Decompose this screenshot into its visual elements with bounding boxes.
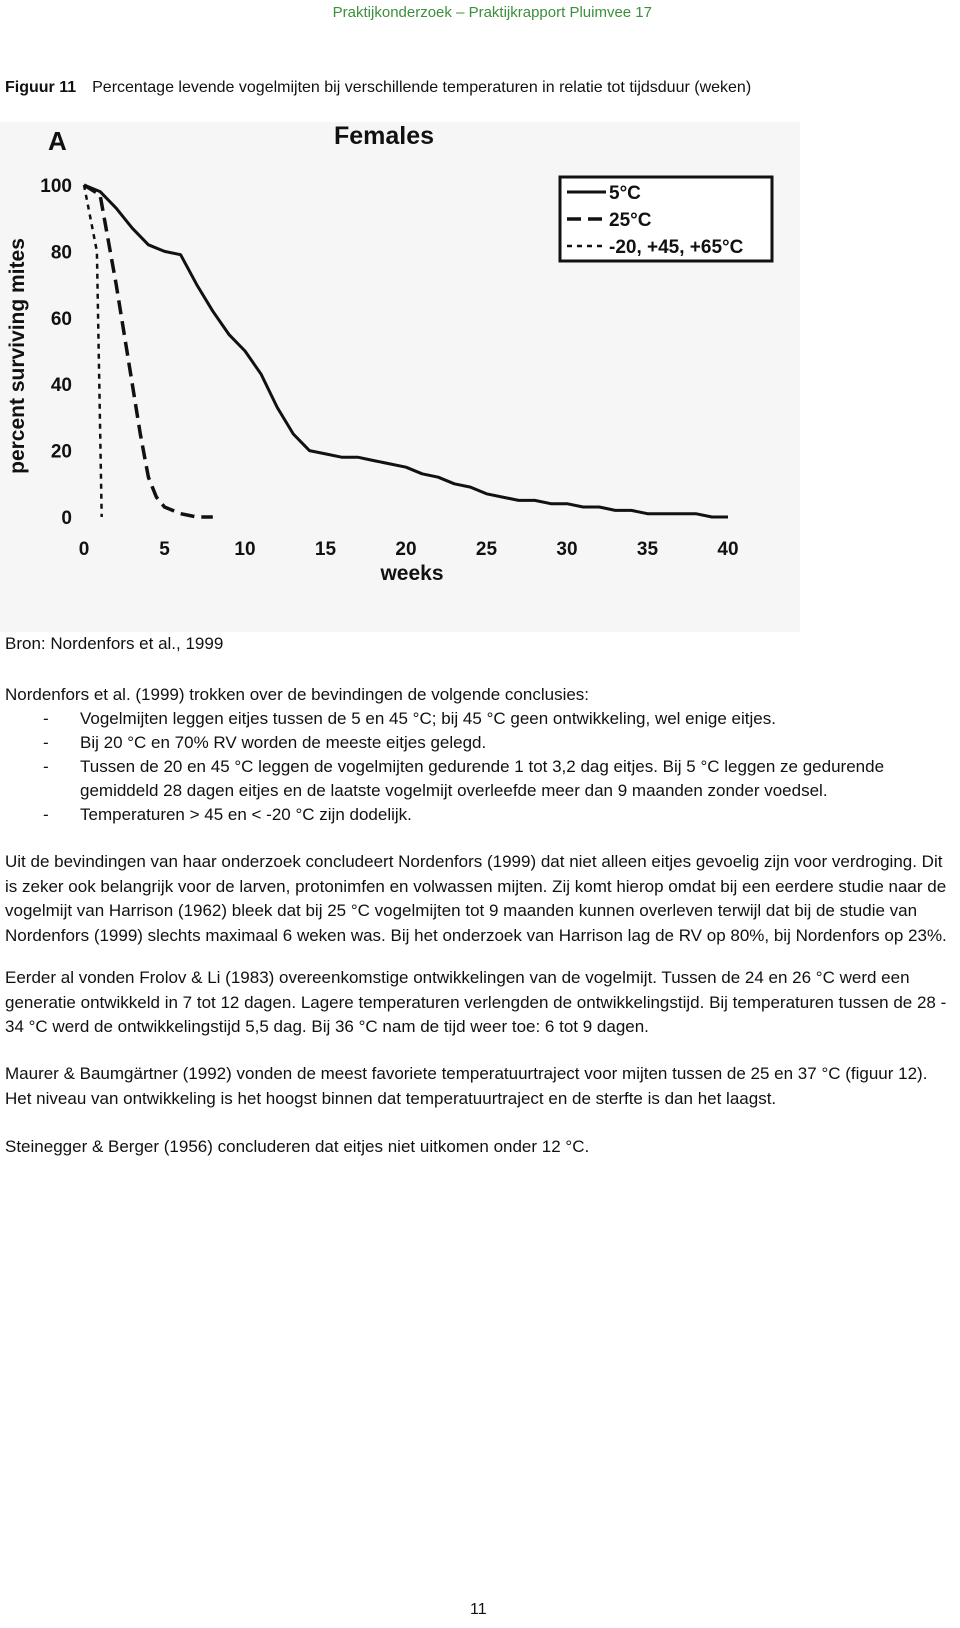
x-tick-label: 35 <box>636 539 659 560</box>
list-item-text: Bij 20 °C en 70% RV worden de meeste eitjes gelegd. <box>80 733 487 752</box>
x-tick-label: 25 <box>475 539 498 560</box>
list-dash: - <box>43 709 49 728</box>
y-tick-label: 40 <box>50 375 72 397</box>
conclusions-list <box>5 707 955 827</box>
x-tick-label: 20 <box>395 539 417 560</box>
list-item <box>5 731 955 755</box>
figure-source: Bron: Nordenfors et al., 1999 <box>5 634 224 653</box>
intro-sentence: Nordenfors et al. (1999) trokken over de bevindingen de volgende conclusies: <box>5 685 590 704</box>
chart-svg <box>0 122 800 632</box>
y-axis-label: percent surviving mites <box>6 238 29 474</box>
x-tick-label: 40 <box>717 539 739 560</box>
list-item <box>5 707 955 731</box>
paragraph-maurer: Maurer & Baumgärtner (1992) vonden de meest favoriete temperatuurtraject voor mijten tussen de 25 en 37 °C (figuur 12). Het niveau van ontwikkeling is het hoogst binnen dat temperatuurtraject en de sterfte is dan het laagst. <box>5 1064 928 1108</box>
paragraph-nordenfors: Uit de bevindingen van haar onderzoek concludeert Nordenfors (1999) dat niet alleen eitjes gevoelig zijn voor verdroging. Dit is zeker ook belangrijk voor de larven, protonimfen en volwassen mijten. Zij komt hierop omdat bij een eerdere studie naar de vogelmijt van Harrison (1962) bleek dat bij 25 °C vogelmijten tot 9 maanden kunnen overleven terwijl dat bij de studie van Nordenfors (1999) slechts maximaal 6 weken was. Bij het onderzoek van Harrison lag de RV op 80%, bij Nordenfors op 23%. <box>5 852 947 945</box>
page-number: 11 <box>470 1601 487 1618</box>
x-tick-label: 5 <box>159 539 170 560</box>
figure-label: Figuur 11 <box>5 79 77 96</box>
y-tick-label: 0 <box>61 508 72 529</box>
y-tick-label: 20 <box>50 441 72 463</box>
legend <box>560 177 772 261</box>
paragraph-steinegger: Steinegger & Berger (1956) concluderen dat eitjes niet uitkomen onder 12 °C. <box>5 1137 590 1156</box>
list-item-text: Tussen de 20 en 45 °C leggen de vogelmijten gedurende 1 tot 3,2 dag eitjes. Bij 5 °C leggen ze gedurende gemiddeld 28 dagen eitjes en de laatste vogelmijt overleefde meer dan 9 maanden zonder voedsel. <box>80 757 885 800</box>
list-item-text: Temperaturen > 45 en < -20 °C zijn dodelijk. <box>80 805 412 824</box>
x-axis-label: weeks <box>380 562 444 585</box>
legend-label: 5°C <box>609 183 641 204</box>
legend-label: -20, +45, +65°C <box>609 237 744 258</box>
chart-title: Females <box>333 122 435 150</box>
paragraph-frolov: Eerder al vonden Frolov & Li (1983) overeenkomstige ontwikkelingen van de vogelmijt. Tussen de 24 en 26 °C werd een generatie ontwikkeld in 7 tot 12 dagen. Lagere temperaturen verlengden de ontwikkelingstijd. Bij temperaturen tussen de 28 - 34 °C werd de ontwikkelingstijd 5,5 dag. Bij 36 °C nam de tijd weer toe: 6 tot 9 dagen. <box>5 968 947 1036</box>
x-tick-label: 30 <box>556 539 578 560</box>
x-tick-label: 10 <box>234 539 256 560</box>
list-dash: - <box>43 757 49 776</box>
survival-chart <box>0 122 800 632</box>
y-tick-label: 100 <box>40 176 72 197</box>
list-item-text: Vogelmijten leggen eitjes tussen de 5 en 45 °C; bij 45 °C geen ontwikkeling, wel enige eitjes. <box>80 709 776 728</box>
list-dash: - <box>43 733 49 752</box>
figure-caption <box>5 79 751 97</box>
list-item <box>5 803 955 827</box>
x-tick-label: 0 <box>78 539 90 560</box>
panel-label: A <box>48 126 67 156</box>
legend-label: 25°C <box>609 210 652 231</box>
x-tick-label: 15 <box>314 539 337 560</box>
list-item <box>5 755 955 803</box>
y-tick-label: 60 <box>50 308 72 330</box>
y-tick-label: 80 <box>50 242 72 264</box>
figure-caption-text: Percentage levende vogelmijten bij verschillende temperaturen in relatie tot tijdsduur (weken) <box>92 79 752 96</box>
page-header: Praktijkonderzoek – Praktijkrapport Pluimvee 17 <box>332 4 652 21</box>
list-dash: - <box>43 805 49 824</box>
